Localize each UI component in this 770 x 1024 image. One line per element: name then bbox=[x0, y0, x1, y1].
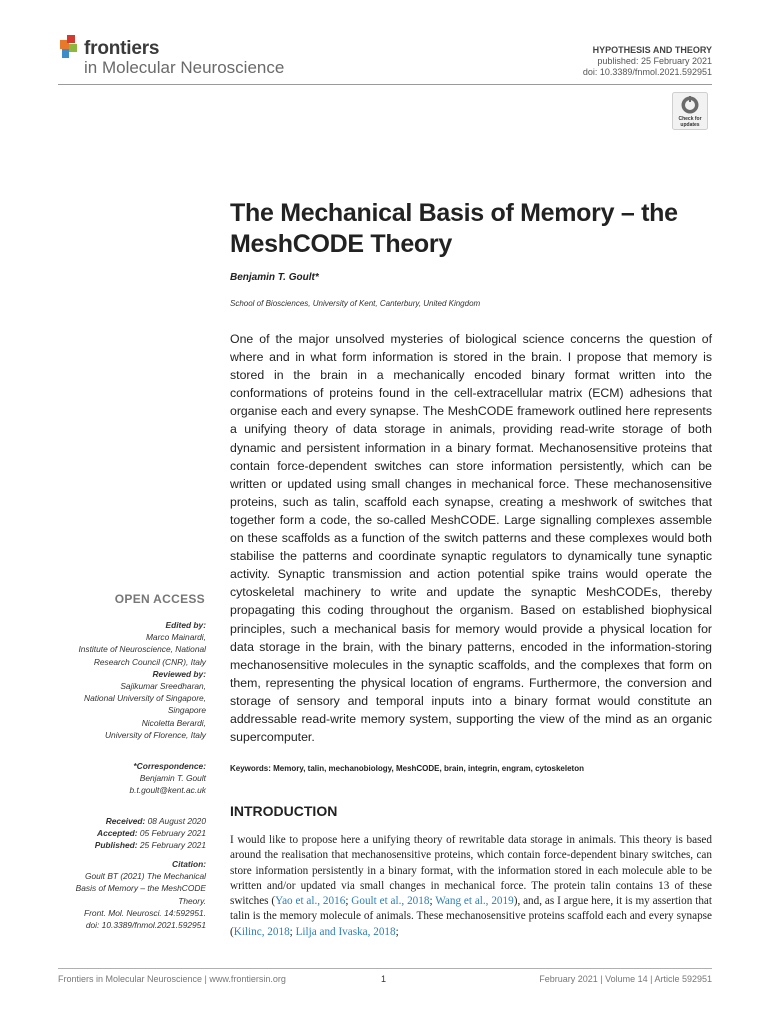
received-date: 08 August 2020 bbox=[147, 816, 206, 826]
doi-link[interactable]: doi: 10.3389/fnmol.2021.592951 bbox=[582, 67, 712, 77]
editor-affiliation: Institute of Neuroscience, National bbox=[78, 644, 206, 655]
author-affiliation: School of Biosciences, University of Kent, Canterbury, United Kingdom bbox=[230, 299, 481, 308]
intro-text: ; bbox=[395, 925, 399, 938]
citation-link[interactable]: Kilinc, 2018 bbox=[233, 925, 290, 938]
frontiers-logo-icon bbox=[58, 34, 82, 60]
article-type: HYPOTHESIS AND THEORY bbox=[592, 45, 712, 55]
citation-label: Citation: bbox=[172, 859, 206, 869]
citation-line: Goult BT (2021) The Mechanical bbox=[84, 871, 206, 882]
journal-name: in Molecular Neuroscience bbox=[84, 58, 285, 77]
check-for-updates-badge[interactable] bbox=[672, 92, 708, 130]
citation-link[interactable]: Wang et al., 2019 bbox=[435, 895, 514, 908]
editor-block bbox=[36, 619, 206, 741]
article-meta bbox=[583, 45, 712, 78]
citation-line: Theory. bbox=[178, 895, 206, 906]
abstract: One of the major unsolved mysteries of biological science concerns the question of where and in what form information is stored in the brain. I propose that memory is stored in the brain in a mechanically encoded binary format written into the conformations of proteins found in the cell-extracellular matrix (ECM) adhesions that organise each and every synapse. The MeshCODE framework outlined here represents a unifying theory of data storage in animals, providing read-write storage of both dynamic and persistent information in a binary format. Mechanosensitive proteins that contain force-dependent switches can store information persistently, which can be written or updated using small changes in mechanical force. These mechanosensitive proteins, such as talin, scaffold each synapse, creating a meshwork of switches that together form a code, the so-called MeshCODE. Large signalling complexes assemble on these scaffolds as a function of the switch patterns and these complexes would both stabilise the patterns and coordinate synaptic regulators to dynamically tune synaptic activity. Synaptic transmission and action potential spike trains would operate the cytoskeletal machinery to write and update the synaptic MeshCODEs, thereby propagating this coding throughout the organism. Based on established biophysical principles, such a mechanical basis for memory would provide a physical location for data storage in the brain, with the binary patterns, encoded in the information-storing mechanosensitive molecules in the synaptic scaffolds, and the complexes that form on them, representing the physical location of engrams. Furthermore, the conversion and storage of sensory and temporal inputs into a binary format would constitute an addressable read-write memory system, supporting the view of the mind as an organic supercomputer. bbox=[230, 332, 712, 745]
header-divider bbox=[58, 84, 712, 85]
edited-by-label: Edited by: bbox=[165, 620, 206, 630]
reviewer-affiliation: University of Florence, Italy bbox=[105, 729, 206, 740]
intro-separator: ; bbox=[289, 925, 296, 938]
citation-doi[interactable]: doi: 10.3389/fnmol.2021.592951 bbox=[85, 920, 206, 931]
footer-journal[interactable]: Frontiers in Molecular Neuroscience | www.frontiersin.org bbox=[58, 974, 286, 984]
accepted-label: Accepted: bbox=[97, 828, 138, 839]
citation-link[interactable]: Yao et al., 2016 bbox=[275, 895, 346, 908]
intro-text: ), and, as I argue here, it is my assertion that talin is the memory molecule of animals. These mechanosensitive proteins scaffold each and every synapse ( bbox=[230, 895, 712, 938]
introduction-body bbox=[230, 833, 712, 940]
check-badge-line2: updates bbox=[680, 122, 700, 128]
citation-link[interactable]: Lilja and Ivaska, 2018 bbox=[295, 925, 396, 938]
author-name[interactable]: Benjamin T. Goult* bbox=[230, 272, 319, 283]
editor-affiliation: Research Council (CNR), Italy bbox=[93, 656, 206, 667]
published-date: published: 25 February 2021 bbox=[597, 56, 712, 66]
keywords: Keywords: Memory, talin, mechanobiology, MeshCODE, brain, integrin, engram, cytoskeleton bbox=[230, 764, 584, 773]
check-updates-icon bbox=[672, 92, 708, 130]
introduction-heading: INTRODUCTION bbox=[230, 803, 338, 819]
page-number: 1 bbox=[381, 974, 387, 984]
citation-block bbox=[36, 858, 206, 931]
footer-divider bbox=[58, 968, 712, 969]
accepted-date: 05 February 2021 bbox=[139, 828, 206, 839]
dates-block bbox=[36, 815, 206, 852]
published-label: Published: bbox=[94, 840, 138, 851]
citation-line: Basis of Memory – the MeshCODE bbox=[75, 883, 206, 894]
citation-line: Front. Mol. Neurosci. 14:592951. bbox=[84, 907, 206, 918]
editor-name[interactable]: Marco Mainardi, bbox=[145, 632, 206, 643]
intro-separator: ; bbox=[429, 895, 436, 908]
intro-text: I would like to propose here a unifying theory of rewritable data storage in animals. This theory is based around the realisation that mechanosensitive proteins, which contain force-dependent binary switches, can store information persistently in a binary format, with the information stored in each molecule able to be written and/or updated via small changes in mechanical force. The protein talin contains 13 of these switches ( bbox=[230, 834, 712, 908]
brand-name: frontiers bbox=[84, 38, 160, 59]
received-label: Received: bbox=[105, 816, 146, 826]
open-access-label: OPEN ACCESS bbox=[114, 592, 205, 606]
intro-separator: ; bbox=[345, 895, 352, 908]
correspondence-label: *Correspondence: bbox=[133, 761, 206, 771]
correspondence-email[interactable]: b.t.goult@kent.ac.uk bbox=[129, 785, 206, 796]
reviewer-affiliation: National University of Singapore, bbox=[84, 693, 206, 704]
reviewer-name[interactable]: Nicoletta Berardi, bbox=[141, 717, 206, 728]
reviewed-by-label: Reviewed by: bbox=[152, 668, 206, 679]
reviewer-affiliation: Singapore bbox=[167, 705, 206, 716]
citation-link[interactable]: Goult et al., 2018 bbox=[351, 895, 430, 908]
correspondence-name: Benjamin T. Goult bbox=[139, 773, 206, 784]
footer-issue: February 2021 | Volume 14 | Article 592951 bbox=[539, 974, 712, 984]
article-title: The Mechanical Basis of Memory – the MeshCODE Theory bbox=[230, 199, 678, 258]
reviewer-name[interactable]: Sajikumar Sreedharan, bbox=[120, 681, 206, 692]
correspondence-block bbox=[36, 760, 206, 797]
published-date-side: 25 February 2021 bbox=[139, 840, 206, 851]
check-badge-line1: Check for bbox=[678, 116, 702, 122]
